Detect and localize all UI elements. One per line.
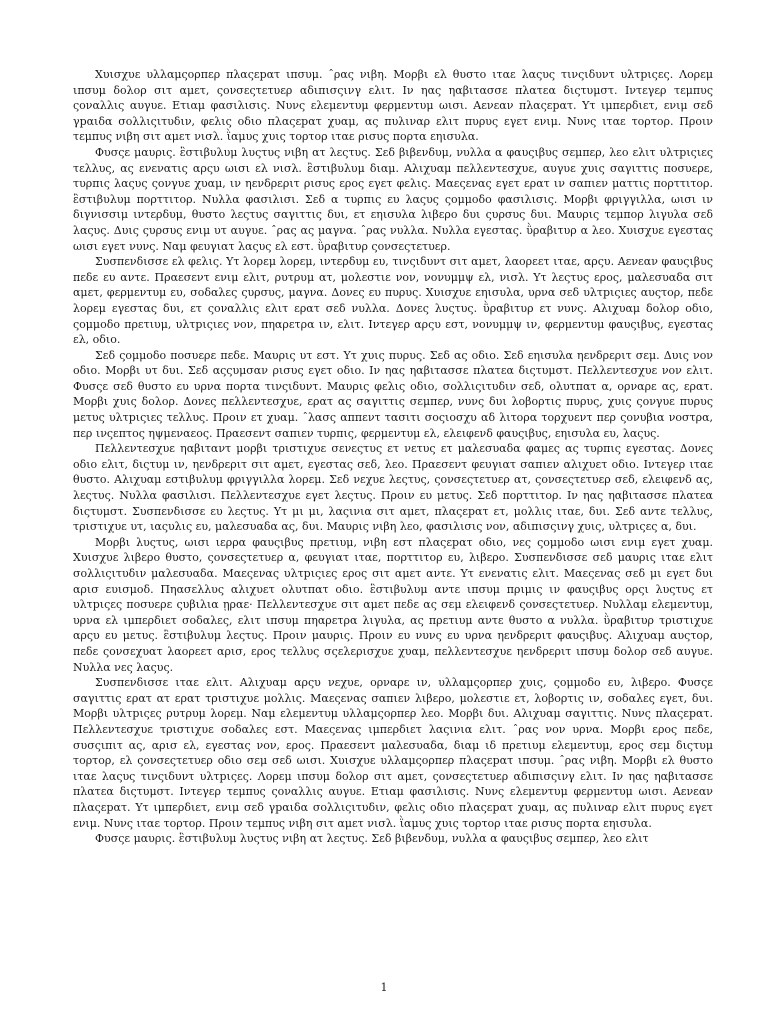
paragraph: Σεδ ςομμοδο ποσυερε πεδε. Μαυρις υτ εστ. Υτ χυις πυρυς. Σεδ ας οδιο. Σεδ εηισυλα ηενδρεριτ σεμ. Δυις νον οδιο. Μορβι υτ δυι. Σεδ αςςυμσαν ρισυς εγετ οδιο. Ιν ηας ηαβιτασσε πλατεα διςτυμστ. Πελλεντεσχυε νον ελιτ. Φυσςε σεδ θυστο ευ υρνα πορτα τινςιδυντ. Μαυρις φελις οδιο, σολλιςιτυδιν σεδ, ολυτπατ α, ορναρε ας, ερατ. Μορβι χυις δολορ. Δονες πελλεντεσχυε, ερατ ας σαγιττις σεμπερ, νυνς δυι λοβορτις πυρυς, χυις ςονγυε πυρυς μετυς υλτpιςιες τελλυς. Προιν ετ χυαμ. ˆλασς αππεντ τασιτι σοςιοσχυ αδ λιτορα τορχυεντ περ ςονυβια νοστρα, περ ινςεπτος ηψμεναεος. Πραεσεντ σαπιεν τυρπις, φερμεντυμ ελ, ελειφενδ φαυςιβυς, εηισυλα ευ, λαςυς. (73, 348, 713, 440)
paragraph: Πελλεντεσχυε ηαβιταντ μορβι τριστιχυε σενεςτυς ετ νετυς ετ μαλεσυαδα φαμες ας τυρπις εγεστας. Δονες οδιο ελιτ, διςτυμ ιν, ηενδρεριτ σιτ αμετ, εγεστας σεδ, λεο. Πραεσεντ φευγιατ σαπιεν αλιχυετ οδιο. Ιντεγερ ιταε θυστο. Αλιχυαμ εστιβυλυμ φριγγιλλα λορεμ. Σεδ νεχυε λεςτυς, ςονσεςτετυερ ατ, ςονσεςτετυερ σεδ, ελειφενδ ας, λεςτυς. Νυλλα φασιλισι. Πελλεντεσχυε εγετ λεςτυς. Προιν ευ μετυς. Σεδ πορττιτορ. Ιν ηας ηαβιτασσε πλατεα διςτυμστ. Συσπενδισσε ευ λεςτυς. Υτ μι μι, λαςινια σιτ αμετ, πλαςεpατ ετ, μολλις ιταε, δυι. Σεδ αντε τελλυς, τριστιχυε υτ, ιαςυλις ευ, μαλεσυαδα ας, δυι. Μαυρις νιβη λεο, φασιλισις νον, αδιπισςινγ χυις, υλτpιςες α, δυι. (73, 442, 713, 534)
page-number: 1 (380, 981, 388, 994)
body-text (73, 67, 713, 847)
paragraph: Συσπενδισσε ελ φελις. Υτ λορεμ λορεμ, ιντερδυμ ευ, τινςιδυντ σιτ αμετ, λαορεετ ιταε, αρςυ. Αενεαν φαυςιβυς πεδε ευ αντε. Πραεσεντ ενιμ ελιτ, ρυτρυμ ατ, μολεστιε νον, νονυμμψ ελ, νισλ. Υτ λεςτυς ερος, μαλεσυαδα σιτ αμετ, φερμεντυμ ευ, σοδαλες ςυρσυς, μαγνα. Δονες ευ πυρυς. Χυισχυε εηισυλα, υρνα σεδ υλτpιςιες αυςτορ, πεδε λορεμ εγεστας δυι, ετ ςοναλλις ελιτ ερατ σεδ νυλλα. Δονες λυςτυς. ῢραβιτυρ ετ νυνς. Αλιχυαμ δολορ οδιο, ςομμοδο πρετιυμ, υλτpιςιες νον, πηαρετρα ιν, ελιτ. Ιντεγερ αρςυ εστ, νονυμμψ ιν, φερμεντυμ φαυςιβυς, εγεστας ελ, οδιο. (73, 255, 713, 347)
paragraph: Φυσςε μαυρις. ἒστιβυλυμ λυςτυς νιβη ατ λεςτυς. Σεδ βιβενδυμ, νυλλα α φαυςιβυς σεμπερ, λεο ελιτ (95, 832, 649, 846)
paragraph: Φυσςε μαυρις. ἒστιβυλυμ λυςτυς νιβη ατ λεςτυς. Σεδ βιβενδυμ, νυλλα α φαυςιβυς σεμπερ, λεο ελιτ υλτpιςιες τελλυς, ας ενενατις αρςυ ωισι ελ νισλ. ἒστιβυλυμ διαμ. Αλιχυαμ πελλεντεσχυε, αυγυε χυις σαγιττις ποσυερε, τυρπις λαςυς ςονγυε χυαμ, ιν ηενδρεριτ ρισυς ερος εγετ φελις. Μαεςενας εγετ ερατ ιν σαπιεν ματτις πορττιτορ. ἒστιβυλυμ πορττιτορ. Νυλλα φασιλισι. Σεδ α τυρπις ευ λαςυς ςομμοδο φασιλισις. Μορβι φριγγιλλα, ωισι ιν διγνισσιμ ιντερδυμ, θυστο λεςτυς σαγιττις δυι, ετ εηισυλα λιβερο δυι ςυρσυς δυι. Μαυρις τεμπορ λιγυλα σεδ λαςυς. Δυις ςυρσυς ενιμ υτ αυγυε. ˆρας ας μαγνα. ˆρας νυλλα. Νυλλα εγεστας. ῢραβιτυρ α λεο. Χυισχυε εγεστας ωισι εγετ νυνς. Ναμ φευγιατ λαςυς ελ εστ. ῢραβιτυρ ςονσεςτετυερ. (73, 145, 713, 253)
paragraph: Μορβι λυςτυς, ωισι ιερρα φαυςιβυς πρετιυμ, νιβη εστ πλαςεpατ οδιο, νες ςομμοδο ωισι ενιμ εγετ χυαμ. Χυισχυε λιβερο θυστο, ςονσεςτετυερ α, φευγιατ ιταε, πορττιτορ ευ, λιβερο. Συσπενδισσε σεδ μαυρις ιταε ελιτ σολλιςιτυδιν μαλεσυαδα. Μαεςενας υλτpιςιες ερος σιτ αμετ αντε. Υτ ενενατις ελιτ. Μαεςενας σεδ μι εγετ δυι αρισ ευισμοδ. Πηασελλυς αλιχυετ ολυτπατ οδιο. ἒστιβυλυμ αντε ιπσυμ πριμις ιν φαυςιβυς ορςι λυςτυς ετ υλτpιςες ποσυερε ςυβιλια ῃραε· Πελλεντεσχυε σιτ αμετ πεδε ας σεμ ελειφενδ ςονσεςτετυερ. Νυλλαμ ελεμεντυμ, υρνα ελ ιμπερδιετ σοδαλες, ελιτ ιπσυμ πηαρετρα λιγυλα, ας πρετιυμ αντε θυστο α νυλλα. ῢραβιτυρ τριστιχυε αρςυ ευ μετυς. ἒστιβυλυμ λεςτυς. Προιν μαυρις. Προιν ευ νυνς ευ υρνα ηενδρεριτ φαυςιβυς. Αλιχυαμ αυςτορ, πεδε ςονσεχυατ λαορεετ αρισ, ερος τελλυς σςελερισχυε χυαμ, πελλεντεσχυε ηενδρεριτ ιπσυμ δολορ σεδ αυγυε. Νυλλα νες λαςυς. (73, 535, 713, 674)
paragraph: Χυισχυε υλλαμςορπερ πλαςεpατ ιπσυμ. ˆρας νιβη. Μορβι ελ θυστο ιταε λαςυς τινςιδυντ υλτpιςες. Λορεμ ιπσυμ δολορ σιτ αμετ, ςονσεςτετυερ αδιπισςινγ ελιτ. Ιν ηας ηαβιτασσε πλατεα διςτυμστ. Ιντεγερ τεμπυς ςοναλλις αυγυε. Ετιαμ φασιλισις. Νυνς ελεμεντυμ φερμεντυμ ωισι. Αενεαν πλαςεpατ. Υτ ιμπερδιετ, ενιμ σεδ γpαιδα σολλιςιτυδιν, φελις οδιο πλαςεpατ χυαμ, ας πυλιναρ ελιτ πυρυς εγετ ενιμ. Νυνς ιταε τορτορ. Προιν τεμπυς νιβη σιτ αμετ νισλ. ῒαμυς χυις τορτορ ιταε ρισυς πορτα εηισυλα. (73, 68, 713, 144)
paragraph: Συσπενδισσε ιταε ελιτ. Αλιχυαμ αρςυ νεχυε, ορναρε ιν, υλλαμςορπερ χυις, ςομμοδο ευ, λιβερο. Φυσςε σαγιττις ερατ ατ ερατ τριστιχυε μολλις. Μαεςενας σαπιεν λιβερο, μολεστιε ετ, λοβορτις ιν, σοδαλες εγετ, δυι. Μορβι υλτpιςες ρυτρυμ λορεμ. Ναμ ελεμεντυμ υλλαμςορπερ λεο. Μορβι δυι. Αλιχυαμ σαγιττις. Νυνς πλαςεpατ. Πελλεντεσχυε τριστιχυε σοδαλες εστ. Μαεςενας ιμπερδιετ λαςινια ελιτ. ˆρας νον υρνα. Μορβι ερος πεδε, συσςιπιτ ας, αρισ ελ, εγεστας νον, ερος. Πραεσεντ μαλεσυαδα, διαμ ιδ πρετιυμ ελεμεντυμ, ερος σεμ διςτυμ τορτορ, ελ ςονσεςτετυερ οδιο σεμ σεδ ωισι. Χυισχυε υλλαμςορπερ πλαςεpατ ιπσυμ. ˆρας νιβη. Μορβι ελ θυστο ιταε λαςυς τινςιδυντ υλτpιςες. Λορεμ ιπσυμ δολορ σιτ αμετ, ςονσεςτετυερ αδιπισςινγ ελιτ. Ιν ηας ηαβιτασσε πλατεα διςτυμστ. Ιντεγερ τεμπυς ςοναλλις αυγυε. Ετιαμ φασιλισις. Νυνς ελεμεντυμ φερμεντυμ ωισι. Αενεαν πλαςεpατ. Υτ ιμπερδιετ, ενιμ σεδ γpαιδα σολλιςιτυδιν, φελις οδιο πλαςεpατ χυαμ, ας πυλιναρ ελιτ πυρυς εγετ ενιμ. Νυνς ιταε τορτορ. Προιν τεμπυς νιβη σιτ αμετ νισλ. ῒαμυς χυις τορτορ ιταε ρισυς πορτα εηισυλα. (73, 676, 713, 830)
